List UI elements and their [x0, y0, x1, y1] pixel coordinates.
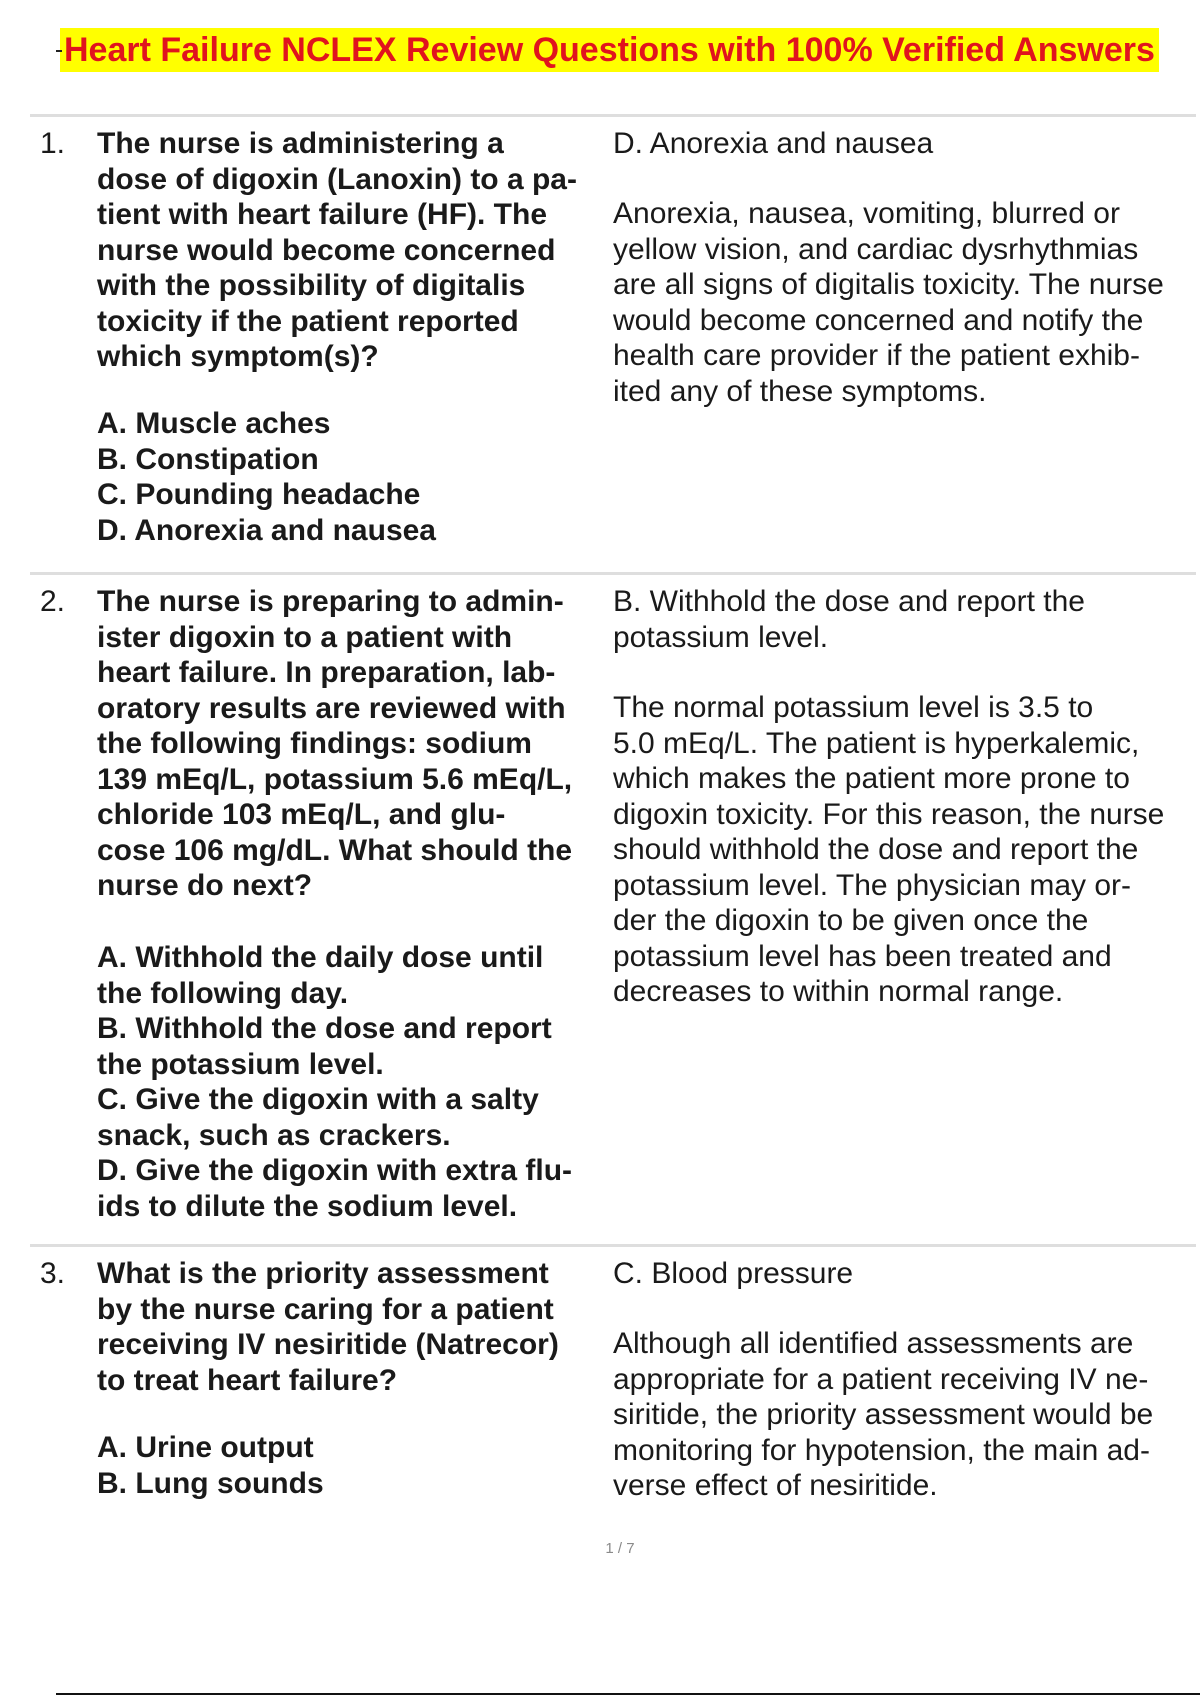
question-stem-line: heart failure. In preparation, lab-	[97, 656, 556, 689]
rationale-line: ited any of these symptoms.	[613, 374, 987, 408]
correct-answer	[613, 584, 1193, 655]
question-stem-line: cose 106 mg/dL. What should the	[97, 833, 573, 867]
answer-option: D. Anorexia and nausea	[97, 513, 436, 547]
page-indicator: 1 / 7	[605, 1540, 635, 1557]
question-stem-line: The nurse is preparing to admin-	[97, 585, 564, 618]
question-stem-line: tient with heart failure (HF). The	[97, 198, 548, 231]
rationale-line: Although all identified assessments are	[613, 1327, 1134, 1360]
document-title: Heart Failure NCLEX Review Questions with 100% Verified Answers	[60, 28, 1159, 72]
rationale-line: 5.0 mEq/L. The patient is hyperkalemic,	[613, 726, 1140, 760]
correct-answer	[613, 1256, 1193, 1292]
question-stem-line: What is the priority assessment	[97, 1257, 549, 1290]
answer-option: C. Give the digoxin with a salty	[97, 1083, 539, 1116]
question-stem-line: oratory results are reviewed with	[97, 691, 566, 725]
answer-options	[97, 940, 602, 1224]
answer-option: B. Lung sounds	[97, 1466, 324, 1500]
answer-option: D. Give the digoxin with extra flu-	[97, 1154, 573, 1187]
section-divider	[30, 1244, 1196, 1247]
answer-option: A. Urine output	[97, 1431, 314, 1464]
title-dash-mark	[56, 50, 62, 52]
question-stem	[97, 126, 602, 375]
answer-option: C. Pounding headache	[97, 478, 421, 511]
rationale-line: monitoring for hypotension, the main ad-	[613, 1433, 1150, 1467]
answer-option: A. Muscle aches	[97, 407, 331, 440]
answer-option: A. Withhold the daily dose until	[97, 941, 544, 974]
correct-answer	[613, 126, 1193, 162]
section-divider	[30, 114, 1196, 117]
rationale-line: der the digoxin to be given once the	[613, 904, 1089, 937]
rationale-line: health care provider if the patient exhib-	[613, 339, 1140, 372]
rationale-line: should withhold the dose and report the	[613, 833, 1139, 866]
answer-option: B. Constipation	[97, 442, 319, 476]
rationale-line: Anorexia, nausea, vomiting, blurred or	[613, 197, 1120, 230]
rationale-line: digoxin toxicity. For this reason, the nurse	[613, 797, 1165, 831]
footer-divider	[56, 1693, 1200, 1695]
rationale-line: yellow vision, and cardiac dysrhythmias	[613, 232, 1139, 266]
question-stem-line: receiving IV nesiritide (Natrecor)	[97, 1328, 559, 1361]
rationale	[613, 690, 1193, 1010]
question-stem-line: ister digoxin to a patient with	[97, 620, 513, 654]
question-stem-line: the following findings: sodium	[97, 727, 532, 760]
question-stem-line: with the possibility of digitalis	[97, 269, 526, 302]
question-stem-line: chloride 103 mEq/L, and glu-	[97, 798, 506, 831]
question-stem-line: toxicity if the patient reported	[97, 304, 519, 338]
question-stem-line: nurse do next?	[97, 869, 313, 902]
answer-option: the potassium level.	[97, 1047, 384, 1081]
question-stem	[97, 584, 602, 904]
question-number: 2.	[40, 585, 66, 618]
question-stem	[97, 1256, 602, 1398]
question-stem-line: which symptom(s)?	[97, 340, 379, 373]
rationale-line: decreases to within normal range.	[613, 975, 1064, 1008]
rationale-line: are all signs of digitalis toxicity. The nurse	[613, 268, 1164, 301]
rationale-line: potassium level has been treated and	[613, 939, 1112, 973]
question-number: 3.	[40, 1257, 66, 1290]
question-stem-line: 139 mEq/L, potassium 5.6 mEq/L,	[97, 762, 573, 796]
rationale-line: The normal potassium level is 3.5 to	[613, 691, 1094, 724]
answer-options	[97, 1430, 602, 1501]
question-stem-line: The nurse is administering a	[97, 127, 504, 160]
correct-answer-line: D. Anorexia and nausea	[613, 127, 934, 160]
correct-answer-line: B. Withhold the dose and report the	[613, 585, 1085, 618]
rationale-line: appropriate for a patient receiving IV ne-	[613, 1362, 1149, 1396]
answer-option: B. Withhold the dose and report	[97, 1012, 552, 1045]
question-stem-line: nurse would become concerned	[97, 233, 556, 267]
rationale	[613, 196, 1193, 409]
rationale-line: which makes the patient more prone to	[613, 762, 1130, 795]
correct-answer-line: C. Blood pressure	[613, 1257, 854, 1290]
question-stem-line: dose of digoxin (Lanoxin) to a pa-	[97, 162, 577, 196]
rationale-line: verse effect of nesiritide.	[613, 1469, 938, 1502]
rationale	[613, 1326, 1193, 1504]
question-stem-line: to treat heart failure?	[97, 1363, 398, 1397]
rationale-line: potassium level. The physician may or-	[613, 868, 1131, 902]
document-title-block	[60, 28, 1159, 72]
rationale-line: siritide, the priority assessment would be	[613, 1398, 1154, 1431]
answer-option: the following day.	[97, 976, 349, 1010]
section-divider	[30, 572, 1196, 575]
question-number: 1.	[40, 127, 66, 160]
answer-option: ids to dilute the sodium level.	[97, 1189, 518, 1223]
correct-answer-line: potassium level.	[613, 620, 829, 654]
rationale-line: would become concerned and notify the	[613, 303, 1144, 337]
answer-options	[97, 406, 602, 548]
answer-option: snack, such as crackers.	[97, 1118, 451, 1152]
question-stem-line: by the nurse caring for a patient	[97, 1292, 554, 1326]
